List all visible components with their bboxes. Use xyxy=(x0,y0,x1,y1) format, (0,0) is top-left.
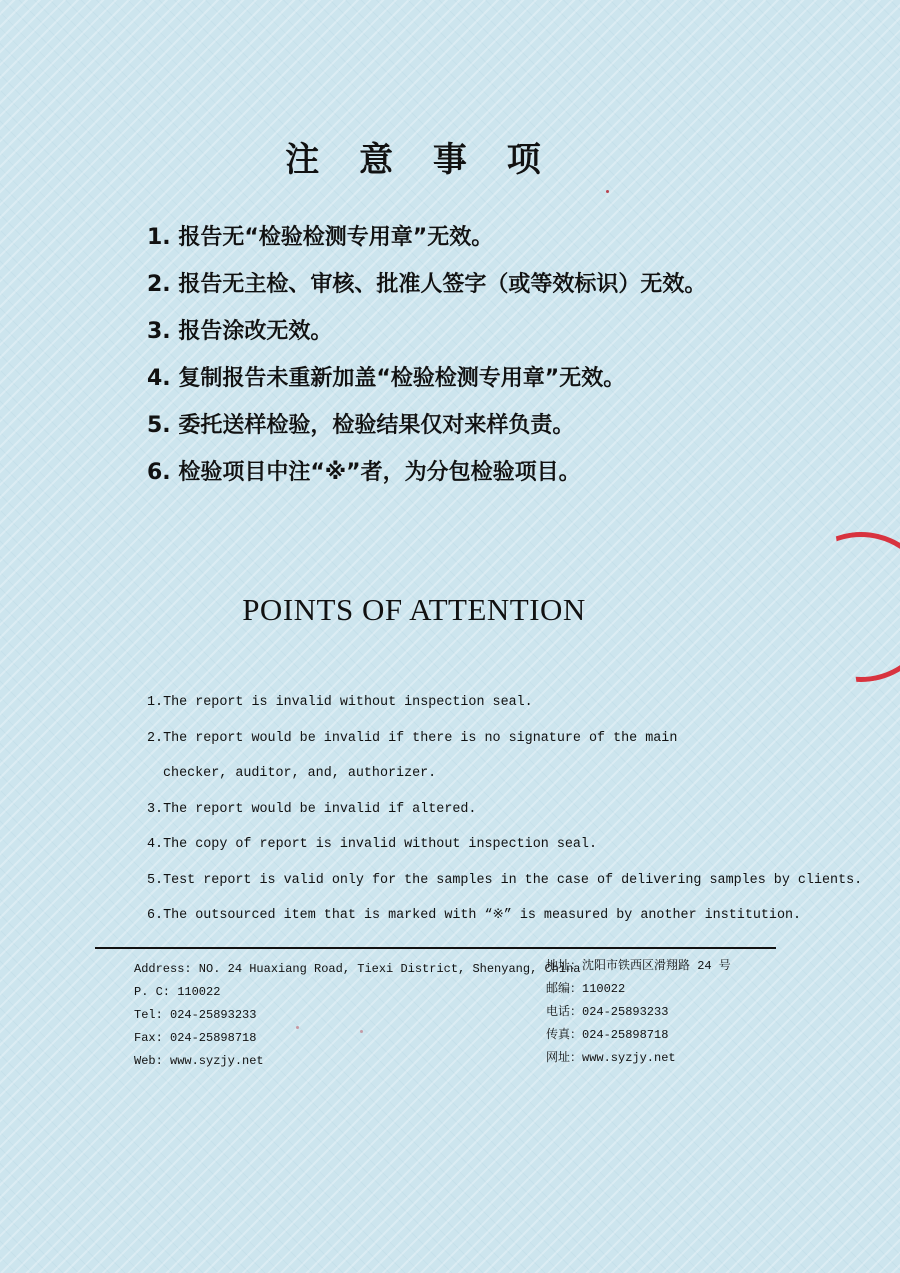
print-speck xyxy=(606,190,609,193)
english-notice-item-continuation: checker, auditor, and, authorizer. xyxy=(163,766,437,781)
english-notice-item: 2.The report would be invalid if there is no signature of the main xyxy=(147,730,678,746)
chinese-notice-item: 5. 委托送样检验，检验结果仅对来样负责。 xyxy=(147,413,575,438)
chinese-notice-item: 3. 报告涂改无效。 xyxy=(147,319,333,344)
chinese-notice-item: 6. 检验项目中注“※”者，为分包检验项目。 xyxy=(147,460,581,485)
english-fax: Fax: 024-25898718 xyxy=(134,1031,257,1045)
print-speck xyxy=(296,1026,299,1029)
chinese-address: 地址：沈阳市铁西区滑翔路 24 号 xyxy=(546,959,731,973)
english-notice-list xyxy=(147,690,862,939)
chinese-website: 网址：www.syzjy.net xyxy=(546,1051,676,1065)
chinese-notice-item: 1. 报告无“检验检测专用章”无效。 xyxy=(147,225,494,250)
chinese-contact-block xyxy=(546,955,731,1070)
print-speck xyxy=(360,1030,363,1033)
chinese-notice-list xyxy=(147,222,706,504)
chinese-title: 注 意 事 项 xyxy=(285,140,555,180)
english-title: POINTS OF ATTENTION xyxy=(242,592,586,627)
english-notice-item: 3.The report would be invalid if altered. xyxy=(147,801,477,817)
english-contact-block xyxy=(134,958,580,1073)
english-notice-item: 1.The report is invalid without inspection seal. xyxy=(147,695,533,710)
chinese-postcode: 邮编：110022 xyxy=(546,982,626,996)
chinese-fax: 传真：024-25898718 xyxy=(546,1028,669,1042)
english-address: Address: NO. 24 Huaxiang Road, Tiexi District, Shenyang, China xyxy=(134,962,581,976)
english-website: Web: www.syzjy.net xyxy=(134,1054,264,1068)
english-notice-item: 4.The copy of report is invalid without inspection seal. xyxy=(147,837,597,852)
english-notice-item: 6.The outsourced item that is marked with “※” is measured by another institution. xyxy=(147,908,802,923)
english-telephone: Tel: 024-25893233 xyxy=(134,1008,257,1022)
english-postcode: P. C: 110022 xyxy=(134,985,221,999)
chinese-notice-item: 4. 复制报告未重新加盖“检验检测专用章”无效。 xyxy=(147,366,626,391)
divider-line xyxy=(95,947,776,949)
chinese-telephone: 电话：024-25893233 xyxy=(546,1005,669,1019)
chinese-notice-item: 2. 报告无主检、审核、批准人签字（或等效标识）无效。 xyxy=(147,272,707,297)
english-notice-item: 5.Test report is valid only for the samples in the case of delivering samples by clients. xyxy=(147,872,863,888)
